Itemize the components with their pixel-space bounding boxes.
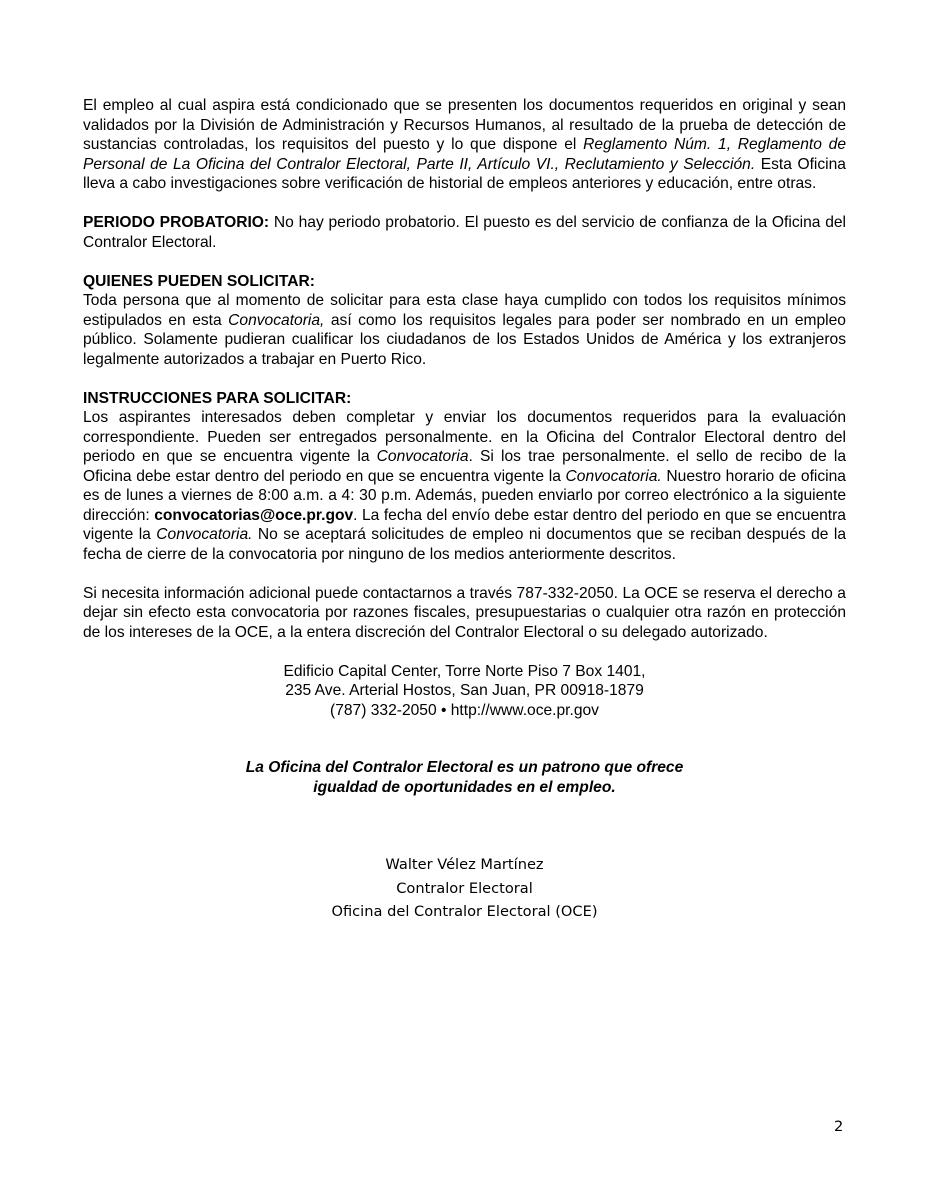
italic-term: Convocatoria. bbox=[156, 526, 253, 543]
eeo-line: La Oficina del Contralor Electoral es un patrono que ofrece bbox=[245, 759, 684, 776]
additional-info-paragraph bbox=[83, 584, 846, 643]
section-heading: QUIENES PUEDEN SOLICITAR: bbox=[83, 272, 315, 290]
paragraph-text: . Si los trae personalmente. el sello de recibo de la Oficina debe estar dentro del periodo en que se encuentra vigente la bbox=[83, 448, 846, 485]
probationary-section bbox=[83, 213, 846, 252]
paragraph-text: Nuestro horario de oficina es de lunes a viernes de 8:00 a.m. a 4: 30 p.m. Además, pueden enviarlo por correo electrónico a la siguiente dirección: bbox=[83, 467, 846, 524]
section-heading: INSTRUCCIONES PARA SOLICITAR: bbox=[83, 389, 352, 407]
signer-title: Contralor Electoral bbox=[396, 879, 533, 897]
office-address bbox=[83, 662, 846, 721]
contact-line: (787) 332-2050 • http://www.oce.pr.gov bbox=[330, 701, 599, 719]
italic-term: Convocatoria, bbox=[228, 311, 325, 329]
regulation-reference: Reglamento Núm. 1, Reglamento de Personal de La Oficina del Contralor Electoral, Parte II, Artículo VI., Reclutamiento y Selección. bbox=[83, 136, 847, 173]
eligibility-section bbox=[83, 272, 846, 370]
paragraph-text: No se aceptará solicitudes de empleo ni documentos que se reciban después de la fecha de cierre de la convocatoria por ninguno de los medios anteriormente descritos. bbox=[83, 526, 846, 563]
signer-office: Oficina del Contralor Electoral (OCE) bbox=[331, 903, 598, 920]
paragraph-text: No hay periodo probatorio. El puesto es del servicio de confianza de la Oficina del Contralor Electoral. bbox=[83, 214, 847, 251]
instructions-section bbox=[83, 389, 846, 565]
paragraph-text: así como los requisitos legales para poder ser nombrado en un empleo público. Solamente pudieran cualificar los ciudadanos de los Estados Unidos de América y los extranjeros legalmente autorizados a trabajar en Puerto Rico. bbox=[83, 311, 846, 368]
address-line: 235 Ave. Arterial Hostos, San Juan, PR 00918-1879 bbox=[285, 682, 644, 699]
italic-term: Convocatoria. bbox=[565, 467, 662, 485]
paragraph-text: Esta Oficina lleva a cabo investigaciones sobre verificación de historial de empleos anteriores y educación, entre otras. bbox=[83, 155, 846, 192]
paragraph-text: El empleo al cual aspira está condicionado que se presenten los documentos requeridos en original y sean validados por la División de Administración y Recursos Humanos, al resultado de la prueba de detección de sustancias controladas, los requisitos del puesto y lo que dispone el bbox=[83, 97, 846, 153]
paragraph-text: Los aspirantes interesados deben completar y enviar los documentos requeridos para la evaluación correspondiente. Pueden ser entregados personalmente. en la Oficina del Contralor Electoral dentro del periodo en que se encuentra vigente la bbox=[83, 409, 846, 465]
equal-opportunity-statement bbox=[83, 758, 846, 797]
paragraph-text: Si necesita información adicional puede contactarnos a través 787-332-2050. La OCE se reserva el derecho a dejar sin efecto esta convocatoria por razones fiscales, presupuestarias o cualquier otra razón en protección de los intereses de la OCE, a la entera discreción del Contralor Electoral o su delegado autorizado. bbox=[83, 584, 846, 641]
paragraph-text: Toda persona que al momento de solicitar para esta clase haya cumplido con todos los requisitos mínimos estipulados en esta bbox=[83, 292, 846, 329]
email-address: convocatorias@oce.pr.gov bbox=[154, 506, 354, 524]
signer-name: Walter Vélez Martínez bbox=[385, 856, 544, 873]
italic-term: Convocatoria bbox=[376, 448, 469, 465]
section-heading: PERIODO PROBATORIO: bbox=[83, 214, 270, 231]
eeo-line: igualdad de oportunidades en el empleo. bbox=[313, 778, 616, 796]
signature-block bbox=[83, 853, 846, 924]
conditions-paragraph bbox=[83, 96, 846, 194]
paragraph-text: . La fecha del envío debe estar dentro del periodo en que se encuentra vigente la bbox=[83, 506, 846, 543]
document-body bbox=[83, 96, 846, 924]
page-number: 2 bbox=[834, 1118, 844, 1135]
address-line: Edificio Capital Center, Torre Norte Piso 7 Box 1401, bbox=[283, 662, 646, 680]
